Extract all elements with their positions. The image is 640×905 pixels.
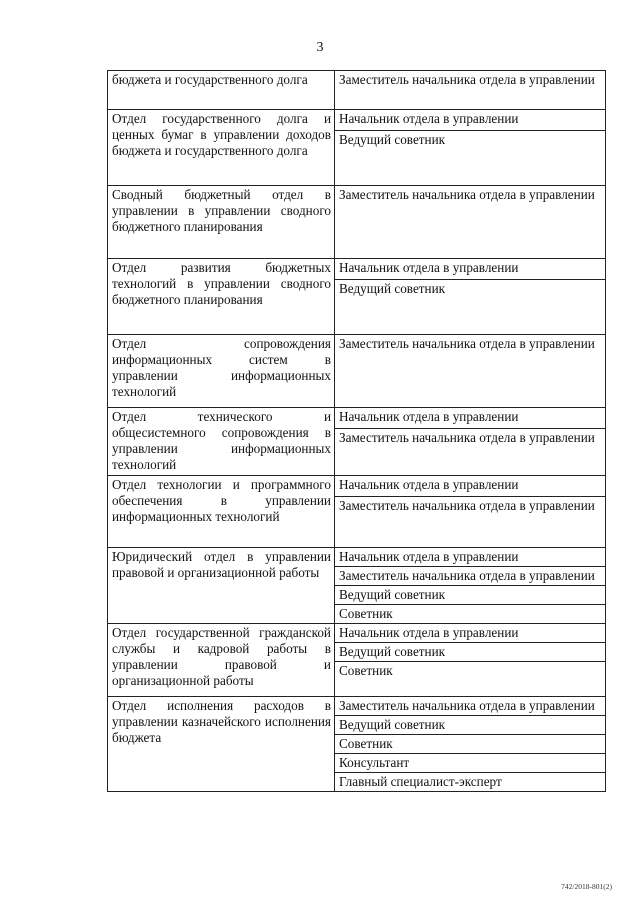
table-row [108,110,606,131]
position-cell: Главный специалист-эксперт [335,773,606,792]
position-cell: Заместитель начальника отдела в управлении [335,186,606,259]
table-row [108,335,606,408]
department-cell: Сводный бюджетный отдел в управлении в управлении сводного бюджетного планирования [108,186,335,259]
position-cell: Ведущий советник [335,586,606,605]
positions-table [107,70,606,792]
department-cell: Отдел исполнения расходов в управлении казначейского исполнения бюджета [108,697,335,792]
department-cell: Отдел государственной гражданской службы и кадровой работы в управлении правовой и организационной работы [108,624,335,697]
table-row [108,697,606,716]
page-number: 3 [316,40,324,55]
position-cell: Заместитель начальника отдела в управлении [335,697,606,716]
position-cell: Советник [335,605,606,624]
position-cell: Ведущий советник [335,280,606,335]
table-row [108,624,606,643]
department-cell: Отдел сопровождения информационных систем в управлении информационных технологий [108,335,335,408]
position-cell: Ведущий советник [335,716,606,735]
department-cell: Отдел государственного долга и ценных бумаг в управлении доходов бюджета и государственного долга [108,110,335,186]
department-cell: Отдел развития бюджетных технологий в управлении сводного бюджетного планирования [108,259,335,335]
position-cell: Начальник отдела в управлении [335,624,606,643]
position-cell: Консультант [335,754,606,773]
position-cell: Ведущий советник [335,643,606,662]
position-cell: Заместитель начальника отдела в управлении [335,497,606,548]
position-cell: Советник [335,735,606,754]
position-cell: Начальник отдела в управлении [335,548,606,567]
position-cell: Начальник отдела в управлении [335,110,606,131]
position-cell: Заместитель начальника отдела в управлении [335,335,606,408]
document-code: 742/2018-801(2) [561,882,612,891]
department-cell: Юридический отдел в управлении правовой и организационной работы [108,548,335,624]
table-row [108,548,606,567]
position-cell: Начальник отдела в управлении [335,408,606,429]
position-cell: Заместитель начальника отдела в управлении [335,429,606,476]
position-cell: Начальник отдела в управлении [335,259,606,280]
table-row [108,186,606,259]
position-cell: Советник [335,662,606,697]
position-cell: Начальник отдела в управлении [335,476,606,497]
position-cell: Заместитель начальника отдела в управлении [335,567,606,586]
department-cell: Отдел технического и общесистемного сопровождения в управлении информационных технологий [108,408,335,476]
table-row [108,71,606,110]
position-cell: Ведущий советник [335,131,606,186]
department-cell: бюджета и государственного долга [108,71,335,110]
table-row [108,476,606,497]
table-row [108,259,606,280]
department-cell: Отдел технологии и программного обеспечения в управлении информационных технологий [108,476,335,548]
position-cell: Заместитель начальника отдела в управлении [335,71,606,110]
table-row [108,408,606,429]
